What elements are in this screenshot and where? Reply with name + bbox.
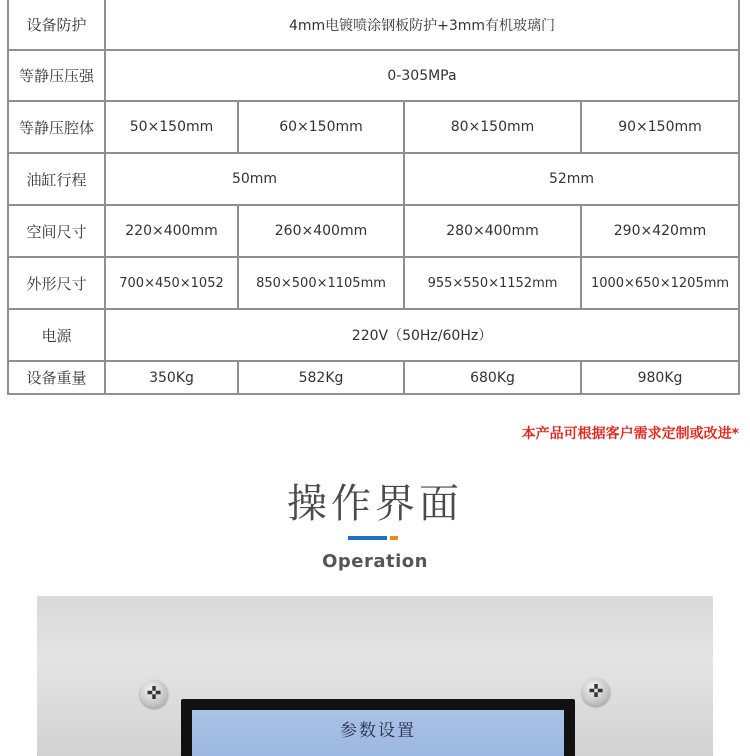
weight-value-3: 680Kg: [405, 362, 580, 393]
lcd-screen-frame: [181, 699, 575, 756]
space-value-4: 290×420mm: [582, 206, 738, 256]
row-label-space: 空间尺寸: [9, 206, 104, 256]
section-subtitle: Operation: [322, 551, 428, 572]
row-label-weight: 设备重量: [9, 362, 104, 393]
row-label-chamber: 等静压腔体: [9, 102, 104, 152]
space-value-1: 220×400mm: [106, 206, 237, 256]
row-label-protection: 设备防护: [9, 0, 104, 49]
lcd-screen-title: 参数设置: [340, 721, 416, 741]
screw-icon: ✜: [140, 680, 168, 708]
dimensions-value-2: 850×500×1105mm: [239, 258, 403, 308]
spec-table: [7, 0, 740, 395]
chamber-value-2: 60×150mm: [239, 102, 403, 152]
pressure-value: 0-305MPa: [106, 51, 738, 100]
row-label-stroke: 油缸行程: [9, 154, 104, 204]
weight-value-1: 350Kg: [106, 362, 237, 393]
dimensions-value-1: 700×450×1052: [106, 258, 237, 308]
space-value-3: 280×400mm: [405, 206, 580, 256]
accent-bar-orange: [390, 536, 398, 540]
protection-value: 4mm电镀喷涂钢板防护+3mm有机玻璃门: [106, 0, 738, 49]
stroke-value-1: 50mm: [106, 154, 403, 204]
stroke-value-2: 52mm: [405, 154, 738, 204]
accent-bar-blue: [348, 536, 387, 540]
dimensions-value-3: 955×550×1152mm: [405, 258, 580, 308]
weight-value-2: 582Kg: [239, 362, 403, 393]
row-label-power: 电源: [9, 310, 104, 360]
power-value: 220V（50Hz/60Hz）: [106, 310, 738, 360]
lcd-screen: [192, 710, 564, 756]
row-label-pressure: 等静压压强: [9, 51, 104, 100]
chamber-value-3: 80×150mm: [405, 102, 580, 152]
device-panel-photo: [37, 596, 713, 756]
dimensions-value-4: 1000×650×1205mm: [582, 258, 738, 308]
weight-value-4: 980Kg: [582, 362, 738, 393]
chamber-value-1: 50×150mm: [106, 102, 237, 152]
row-label-dimensions: 外形尺寸: [9, 258, 104, 308]
space-value-2: 260×400mm: [239, 206, 403, 256]
section-title: 操作界面: [287, 481, 463, 527]
customization-note: 本产品可根据客户需求定制或改进*: [521, 426, 739, 442]
screw-icon: ✜: [582, 678, 610, 706]
chamber-value-4: 90×150mm: [582, 102, 738, 152]
